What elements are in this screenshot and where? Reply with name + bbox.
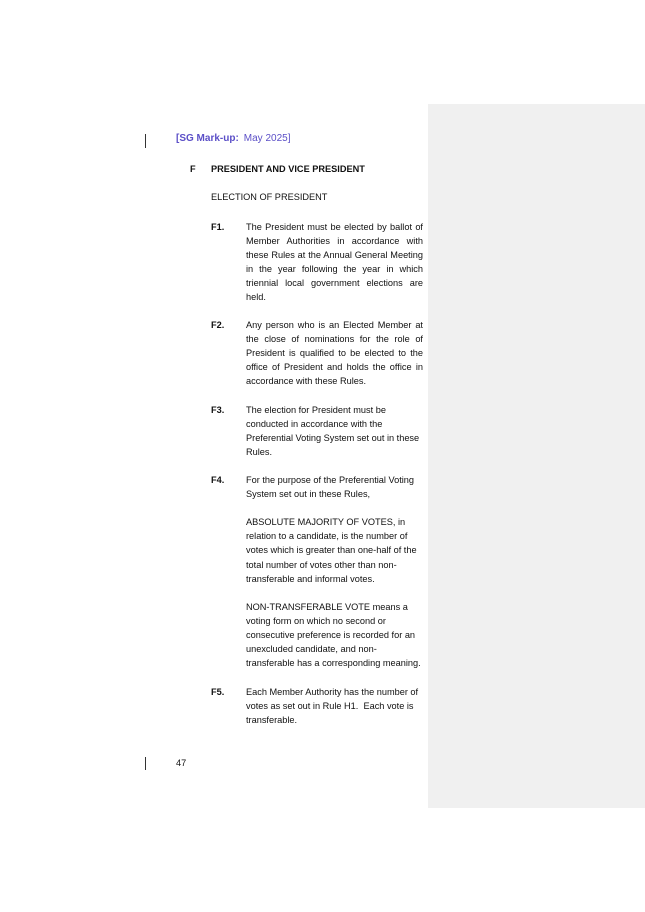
clause-number: F3. (211, 405, 225, 415)
markup-date: May 2025] (243, 133, 291, 144)
clause-paragraph: For the purpose of the Preferential Voting System set out in these Rules, (246, 475, 415, 500)
clause-number: F1. (211, 222, 225, 232)
markup-note (176, 133, 290, 144)
clause-text (246, 685, 423, 727)
change-bar-footer (145, 757, 146, 770)
clause-paragraph: Each Member Authority has the number of votes as set out in Rule H1. Each vote is transferable. (246, 687, 421, 726)
clause-text (246, 403, 423, 459)
clause-paragraph: The election for President must be conducted in accordance with the Preferential Voting System set out in these Rules. (246, 405, 420, 458)
comment-pane (428, 104, 645, 808)
subheading: ELECTION OF PRESIDENT (211, 192, 328, 202)
clause-number: F4. (211, 475, 225, 485)
clause-text (246, 473, 423, 670)
clause-number: F2. (211, 320, 225, 330)
clause-number: F5. (211, 687, 225, 697)
clause-paragraph: Any person who is an Elected Member at the close of nominations for the role of President is qualified to be elected to the office of President and holds the office in accordance with these Rules. (246, 320, 423, 387)
change-bar-markup (145, 134, 146, 148)
clause-text (246, 318, 423, 388)
section-letter: F (190, 164, 196, 174)
markup-label: [SG Mark-up: (176, 133, 239, 144)
section-title: PRESIDENT AND VICE PRESIDENT (211, 164, 365, 174)
clause-definition: ABSOLUTE MAJORITY OF VOTES, in relation to a candidate, is the number of votes which is greater than one-half of the total number of votes other than non-transferable and informal votes. (246, 517, 417, 584)
clause-definition: NON-TRANSFERABLE VOTE means a voting form on which no second or consecutive preference is recorded for an unexcluded candidate, and non-transferable has a corresponding meaning. (246, 601, 421, 669)
clause-text (246, 220, 423, 305)
page-number: 47 (176, 758, 187, 768)
clause-paragraph: The President must be elected by ballot of Member Authorities in accordance with these Rules at the Annual General Meeting in the year following the year in which triennial local government elections are held. (246, 222, 423, 303)
